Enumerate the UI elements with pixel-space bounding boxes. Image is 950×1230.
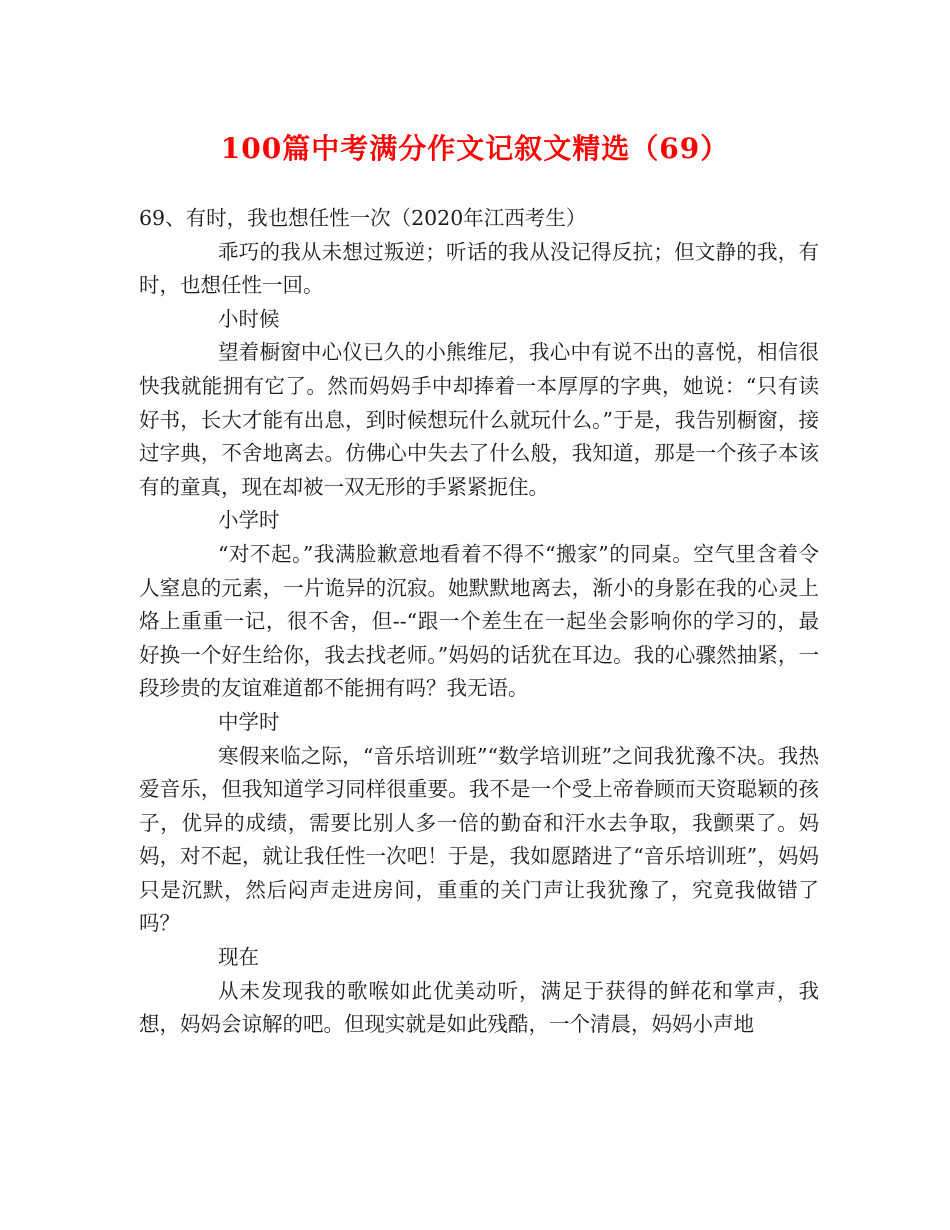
section-heading: 现在 (218, 945, 259, 970)
paragraph: 望着橱窗中心仪已久的小熊维尼，我心中有说不出的喜悦，相信很快我就能拥有它了。然而妈妈手中却捧着一本厚厚的字典，她说：“只有读好书，长大才能有出息，到时候想玩什么就玩什么。”于是，我告别橱窗，接过字典，不舍地离去。仿佛心中失去了什么般，我知道，那是一个孩子本该有的童真，现在却被一双无形的手紧紧扼住。 (139, 340, 819, 499)
paragraph: “对不起。”我满脸歉意地看着不得不“搬家”的同桌。空气里含着令人窒息的元素，一片诡异的沉寂。她默默地离去，渐小的身影在我的心灵上烙上重重一记，很不舍，但--“跟一个差生在一起坐会影响你的学习的，最好换一个好生给你，我去找老师。”妈妈的话犹在耳边。我的心骤然抽紧，一段珍贵的友谊难道都不能拥有吗？我无语。 (139, 541, 819, 701)
essay-heading: 69、有时，我也想任性一次（2020年江西考生） (139, 206, 587, 230)
section-heading: 小时候 (218, 306, 280, 331)
section-heading: 小学时 (218, 508, 280, 533)
paragraph: 从未发现我的歌喉如此优美动听，满足于获得的鲜花和掌声，我想，妈妈会谅解的吧。但现实就是如此残酷，一个清晨，妈妈小声地 (139, 978, 819, 1037)
paragraph: 寒假来临之际，“音乐培训班”“数学培训班”之间我犹豫不决。我热爱音乐，但我知道学习同样很重要。我不是一个受上帝眷顾而天资聪颖的孩子，优异的成绩，需要比别人多一倍的勤奋和汗水去争取，我颤栗了。妈妈，对不起，就让我任性一次吧！于是，我如愿踏进了“音乐培训班”，妈妈只是沉默，然后闷声走进房间，重重的关门声让我犹豫了，究竟我做错了吗？ (139, 743, 819, 936)
section-heading: 中学时 (218, 709, 280, 734)
paragraph: 乖巧的我从未想过叛逆；听话的我从没记得反抗；但文静的我，有时，也想任性一回。 (139, 239, 819, 298)
document-title: 100篇中考满分作文记叙文精选（69） (220, 132, 730, 165)
document-body (139, 202, 819, 1042)
